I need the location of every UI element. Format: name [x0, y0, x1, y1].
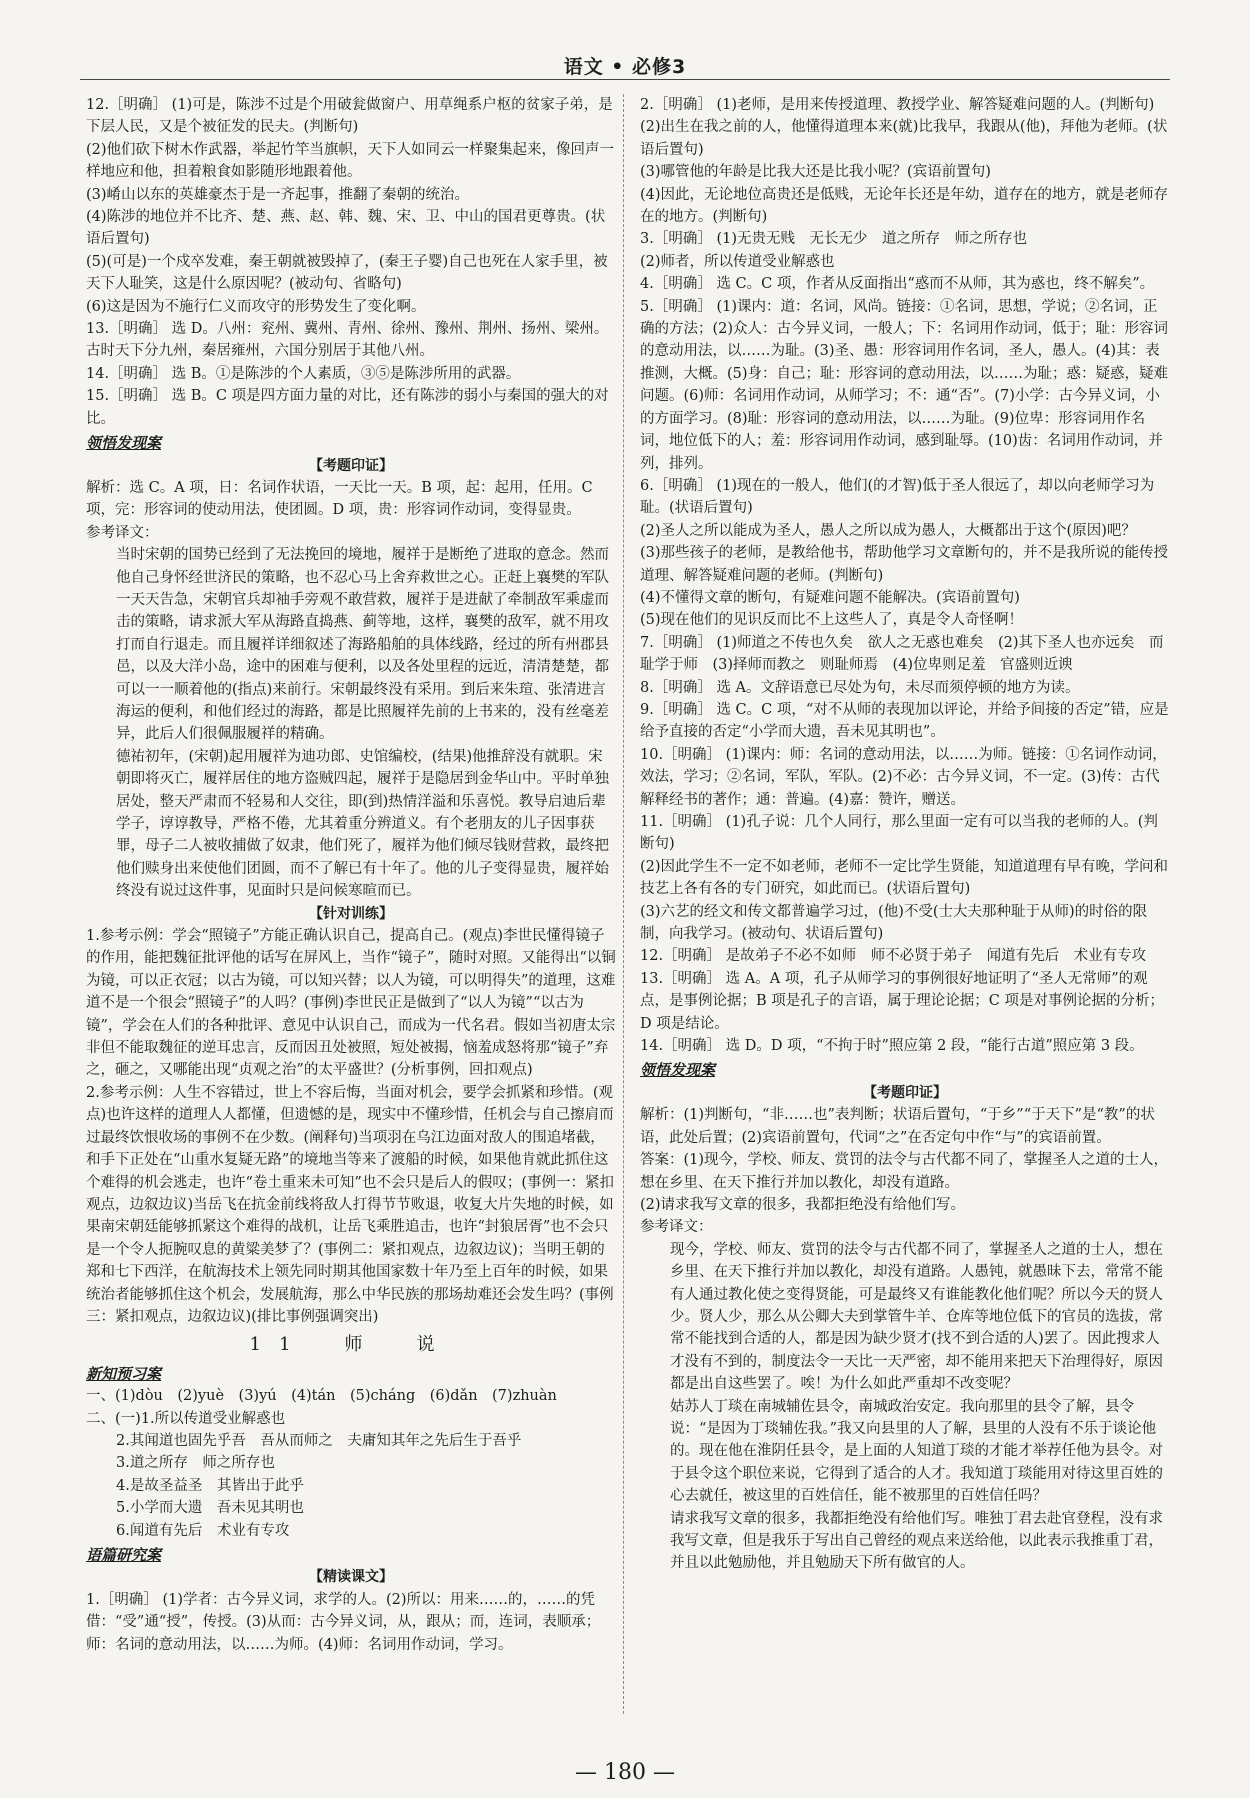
paragraph: 12.［明确］ 是故弟子不必不如师 师不必贤于弟子 闻道有先后 术业有专攻 — [640, 948, 1147, 965]
paragraph: 解析：(1)判断句，“非……也”表判断；状语后置句，“于乡”“于天下”是“教”的状语，此处后置；(2)宾语前置句，代词“之”在否定句中作“与”的宾语前置。 — [640, 1107, 1155, 1146]
page-header — [80, 52, 1170, 86]
column-divider — [623, 94, 624, 1714]
right-column — [640, 94, 1170, 1575]
paragraph: 6.闻道有先后 术业有专攻 — [116, 1522, 290, 1539]
paragraph: 参考译文： — [640, 1219, 713, 1236]
paragraph: (2)因此学生不一定不如老师，老师不一定比学生贤能，知道道理有早有晚，学问和技艺上各有各的专门研究，如此而已。(状语后置句) — [640, 858, 1169, 898]
subsection-heading: 【考题印证】 — [309, 457, 393, 474]
paragraph: (5)(可是)一个戍卒发难，秦王朝就被毁掉了，(秦王子婴)自己也死在人家手里，被天下人耻笑，这是什么原因呢？(被动句、省略句) — [86, 253, 608, 293]
paragraph: 当时宋朝的国势已经到了无法挽回的境地，履祥于是断绝了进取的意念。然而他自己身怀经世济民的策略，也不忍心马上舍弃救世之心。正赶上襄樊的军队一天天告急，宋朝官兵却袖手旁观不敢营救，履祥于是进献了牵制敌军乘虚而击的策略，请求派大军从海路直捣燕、蓟等地，这样，襄樊的敌军，就不用攻打而自行退走。而且履祥详细叙述了海路船舶的具体线路，经过的所有州郡县邑，以及大洋小岛，途中的困难与便利，以及各处里程的远近，清清楚楚，都可以一一顺着他的(指点)来前行。宋朝最终没有采用。到后来朱瑄、张清进言海运的便利，和他们经过的海路，都是比照履祥先前的上书来的，没有丝毫差异，此后人们很佩服履祥的精确。 — [116, 547, 609, 743]
paragraph: 8.［明确］ 选 A。文辞语意已尽处为句，未尽而须停顿的地方为读。 — [640, 679, 1080, 696]
paragraph: (6)这是因为不施行仁义而攻守的形势发生了变化啊。 — [86, 298, 426, 315]
paragraph: 答案：(1)现今，学校、师友、赏罚的法令与古代都不同了，掌握圣人之道的士人，想在乡里、在天下推行并加以教化，却没有道路。 — [640, 1152, 1169, 1191]
paragraph: (2)圣人之所以能成为圣人，愚人之所以成为愚人，大概都出于这个(原因)吧？ — [640, 522, 1136, 539]
left-column — [86, 94, 616, 1656]
paragraph: (3)崤山以东的英雄豪杰于是一齐起事，推翻了秦朝的统治。 — [86, 186, 470, 203]
paragraph: (2)请求我写文章的很多，我都拒绝没有给他们写。 — [640, 1196, 966, 1213]
paragraph: (5)现在他们的见识反而比不上这些人了，真是令人奇怪啊！ — [640, 612, 1024, 629]
paragraph: 15.［明确］ 选 B。C 项是四方面力量的对比，还有陈涉的弱小与秦国的强大的对比。 — [86, 388, 609, 427]
paragraph: (2)出生在我之前的人，他懂得道理本来(就)比我早，我跟从(他)，拜他为老师。(状语后置句) — [640, 119, 1168, 158]
subsection-heading: 【考题印证】 — [863, 1084, 947, 1101]
paragraph: 13.［明确］ 选 D。八州：兖州、冀州、青州、徐州、豫州、荆州、扬州、梁州。古时天下分九州，秦居雍州，六国分别居于其他八州。 — [86, 321, 609, 360]
header-rule — [80, 79, 1170, 80]
section-heading: 语篇研究案 — [86, 1546, 162, 1564]
paragraph: 德祐初年，(宋朝)起用履祥为迪功郎、史馆编校，(结果)他推辞没有就职。宋朝即将灭亡，履祥居住的地方盗贼四起，履祥于是隐居到金华山中。平时单独居处，整天严肃而不轻易和人交往，即(到)热情洋溢和乐喜悦。教导启迪后辈学子，谆谆教导，严格不倦，尤其着重分辨道义。有个老朋友的儿子因事获罪，母子二人被收捕做了奴隶，他们死了，履祥为他们倾尽钱财营救，最终把他们赎身出来使他们团圆，而不了解已有十年了。他的儿子变得显贵，履祥始终没有说过这件事，见面时只是问候寒暄而已。 — [116, 748, 609, 900]
paragraph: 请求我写文章的很多，我都拒绝没有给他们写。唯独丁君去赴官登程，没有求我写文章，但是我乐于写出自己曾经的观点来送给他，以此表示我推重丁君，并且以此勉励他，并且勉励天下所有做官的人。 — [670, 1510, 1163, 1572]
paragraph: 11.［明确］ (1)孔子说：几个人同行，那么里面一定有可以当我的老师的人。(判断句) — [640, 814, 1158, 853]
section-heading: 新知预习案 — [86, 1364, 162, 1383]
subsection-heading: 【精读课文】 — [309, 1569, 393, 1586]
paragraph: 4.［明确］ 选 C。C 项，作者从反面指出“惑而不从师，其为惑也，终不解矣”。 — [640, 276, 1155, 293]
paragraph: 13.［明确］ 选 A。A 项，孔子从师学习的事例很好地证明了“圣人无常师”的观点，是事例论据；B 项是孔子的言语，属于理论论据；C 项是对事例论据的分析；D 项是结论。 — [640, 970, 1164, 1032]
section-heading: 领悟发现案 — [86, 434, 162, 453]
paragraph: (4)不懂得文章的断句，有疑难问题不能解决。(宾语前置句) — [640, 589, 1020, 606]
page-number: — 180 — — [575, 1760, 675, 1785]
paragraph: 2.其闻道也固先乎吾 吾从而师之 夫庸知其年之先后生于吾乎 — [116, 1432, 522, 1449]
paragraph: (3)六艺的经文和传文都普遍学习过，(他)不受(士大夫那种耻于从师)的时俗的限制，向我学习。(被动句、状语后置句) — [640, 903, 1148, 943]
paragraph: 10.［明确］ (1)课内：师：名词的意动用法，以……为师。链接：①名词作动词，效法，学习；②名词，军队，军队。(2)不必：古今异义词，不一定。(3)传：古代解释经书的著作；通：普遍。(4)嘉：赞许，赠送。 — [640, 746, 1167, 808]
paragraph: 姑苏人丁琰在南城辅佐县令，南城政治安定。我向那里的县令了解，县令说：“是因为丁琰辅佐我。”我又向县里的人了解，县里的人没有不乐于谈论他的。现在他在淮阴任县令，是上面的人知道丁琰的才能才举荐任他为县令。对于县令这个职位来说，它得到了适合的人才。我知道丁琰能用对待这里百姓的心去就任，被这里的百姓信任，能不被那里的百姓信任吗？ — [670, 1398, 1163, 1505]
paragraph: 2.［明确］ (1)老师，是用来传授道理、教授学业、解答疑难问题的人。(判断句) — [640, 97, 1155, 113]
paragraph: 5.小学而大遗 吾未见其明也 — [116, 1500, 304, 1517]
paragraph: 9.［明确］ 选 C。C 项，“对不从师的表现加以评论，并给予间接的否定”错，应是给予直接的否定“小学而大遗，吾未见其明也”。 — [640, 701, 1169, 741]
paragraph: 14.［明确］ 选 D。D 项，“不拘于时”照应第 2 段，“能行古道”照应第 3 段。 — [640, 1038, 1144, 1055]
paragraph: 3.［明确］ (1)无贵无贱 无长无少 道之所存 师之所存也 — [640, 231, 1027, 248]
paragraph: 二、(一)1.所以传道受业解惑也 — [86, 1410, 286, 1427]
paragraph: 4.是故圣益圣 其皆出于此乎 — [116, 1477, 304, 1494]
paragraph: 14.［明确］ 选 B。①是陈涉的个人素质，③⑤是陈涉所用的武器。 — [86, 365, 521, 382]
paragraph: (4)因此，无论地位高贵还是低贱，无论年长还是年幼，道存在的地方，就是老师存在的地方。(判断句) — [640, 186, 1169, 226]
paragraph: (3)那些孩子的老师，是教给他书，帮助他学习文章断句的，并不是我所说的能传授道理、解答疑难问题的老师。(判断句) — [640, 545, 1169, 584]
paragraph: 3.道之所存 师之所存也 — [116, 1455, 275, 1472]
paragraph: 1.［明确］ (1)学者：古今异义词，求学的人。(2)所以：用来……的，……的凭借：“受”通“授”，传授。(3)从而：古今异义词，从，跟从；而，连词，表顺承；师：名词的意动用法，以……为师。(4)师：名词用作动词，学习。 — [86, 1591, 601, 1653]
paragraph: 解析：选 C。A 项，日：名词作状语，一天比一天。B 项，起：起用，任用。C 项，完：形容词的使动用法，使团圆。D 项，贵：形容词作动词，变得显贵。 — [86, 479, 593, 519]
paragraph: 参考译文： — [86, 524, 159, 541]
paragraph: 12.［明确］ (1)可是，陈涉不过是个用破瓮做窗户、用草绳系户枢的贫家子弟，是下层人民，又是个被征发的民夫。(判断句) — [86, 97, 613, 136]
paragraph: 7.［明确］ (1)师道之不传也久矣 欲人之无惑也难矣 (2)其下圣人也亦远矣 而耻学于师 (3)择师而教之 则耻师焉 (4)位卑则足羞 官盛则近谀 — [640, 634, 1164, 674]
section-heading: 领悟发现案 — [640, 1061, 716, 1080]
chapter-title: 11 师 说 — [249, 1334, 453, 1356]
header-title: 语文 • 必修3 — [563, 56, 687, 78]
paragraph: (2)师者，所以传道受业解惑也 — [640, 253, 835, 270]
paragraph: 2.参考示例：人生不容错过，世上不容后悔，当面对机会，要学会抓紧和珍惜。(观点)也许这样的道理人人都懂，但遗憾的是，现实中不懂珍惜，任机会与自己擦肩而过最终饮恨收场的事例不在少数。(阐释句)当项羽在乌江边面对敌人的围追堵截，和手下正处在“山重水复疑无路”的境地当等来了渡船的时候，如果他肯就此抓住这个难得的机会逃走，也许“卷土重来未可知”也不会只是后人的假叹；(事例一：紧扣观点，边叙边议)当岳飞在抗金前线将敌人打得节节败退，收复大片失地的时候，如果南宋朝廷能够抓紧这个难得的战机，让岳飞乘胜追击，也许“封狼居胥”也不会只是一个令人扼腕叹息的黄粱美梦了？(事例二：紧扣观点，边叙边议)；当明王朝的郑和七下西洋，在航海技术上领先同时期其他国家数十年乃至上百年的时候，如果统治者能够抓住这个机会，发展航海，那么中华民族的那场劫难还会发生吗？(事例三：紧扣观点，边叙边议)(排比事例强调突出) — [86, 1084, 614, 1325]
paragraph: 1.参考示例：学会“照镜子”方能正确认识自己，提高自己。(观点)李世民懂得镜子的作用，能把魏征批评他的话写在屏风上，当作“镜子”，随时对照。又能得出“以铜为镜，可以正衣冠；以古为镜，可以知兴替；以人为镜，可以明得失”的道理，这难道不是一个很会“照镜子”的人吗？(事例)李世民正是做到了“以人为镜”“以古为镜”，学会在人们的各种批评、意见中认识自己，而成为一代名君。假如当初唐太宗非但不能取魏征的逆耳忠言，反而因丑处被照，短处被揭，恼羞成怒将那“镜子”弃之，砸之，又哪能出现“贞观之治”的太平盛世？(分析事例，回扣观点) — [86, 928, 616, 1079]
paragraph: (2)他们砍下树木作武器，举起竹竿当旗帜，天下人如同云一样聚集起来，像回声一样地应和他，担着粮食如影随形地跟着他。 — [86, 141, 615, 181]
paragraph: (3)哪管他的年龄是比我大还是比我小呢？(宾语前置句) — [640, 164, 991, 181]
paragraph: 6.［明确］ (1)现在的一般人，他们(的才智)低于圣人很远了，却以向老师学习为耻。(状语后置句) — [640, 477, 1155, 517]
paragraph: (4)陈涉的地位并不比齐、楚、燕、赵、韩、魏、宋、卫、中山的国君更尊贵。(状语后置句) — [86, 209, 606, 248]
subsection-heading: 【针对训练】 — [309, 905, 393, 922]
paragraph: 一、(1)dòu (2)yuè (3)yú (4)tán (5)cháng (6)dǎn (7)zhuàn — [86, 1388, 557, 1405]
paragraph: 5.［明确］ (1)课内：道：名词，风尚。链接：①名词，思想，学说；②名词，正确的方法；(2)众人：古今异义词，一般人；下：名词用作动词，低于；耻：形容词的意动用法，以……为耻。(3)圣、愚：形容词用作名词，圣人，愚人。(4)其：表推测，大概。(5)身：自己；耻：形容词的意动用法，以……为耻；惑：疑惑，疑难问题。(6)师：名词用作动词，从师学习；不：通“否”。(7)小学：古今异义词，小的方面学习。(8)耻：形容词的意动用法，以……为耻。(9)位卑：形容词用作名词，地位低下的人；羞：形容词用作动词，感到耻辱。(10)齿：名词用作动词，并列，排列。 — [640, 298, 1169, 472]
paragraph: 现今，学校、师友、赏罚的法令与古代都不同了，掌握圣人之道的士人，想在乡里、在天下推行并加以教化，却没有道路。人愚钝，就愚昧下去，常常不能有人通过教化使之变得贤能，可是最终又有谁能教化他们呢？所以今天的贤人少。贤人少，那么从公卿大夫到掌管牛羊、仓库等地位低下的官员的选拔，常常不能找到合适的人，都是因为缺少贤才(找不到合适的人)罢了。因此搜求人才没有不到的，制度法令一天比一天严密，却不能用来把天下治理得好，原因都是出自这些罢了。唉！为什么如此严重却不改变呢？ — [670, 1241, 1163, 1393]
